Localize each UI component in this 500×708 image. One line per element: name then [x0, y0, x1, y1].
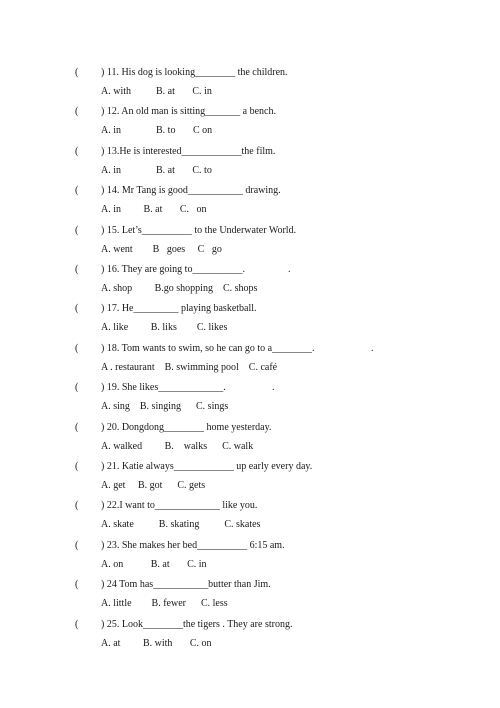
answer-bracket: ( — [75, 264, 79, 275]
answer-options: A. with B. at C. in — [101, 86, 212, 97]
answer-options: A. like B. liks C. likes — [101, 322, 228, 334]
answer-bracket: ( — [75, 461, 79, 472]
answer-bracket: ( — [75, 618, 79, 630]
question-text: ) 23. She makes her bed__________ 6:15 am. — [101, 539, 285, 551]
question-text: ) 25. Look________the tigers . They are strong. — [101, 618, 293, 630]
question-stem — [75, 104, 276, 120]
answer-bracket: ( — [75, 342, 79, 354]
question-24 — [0, 577, 500, 617]
question-text: ) 12. An old man is sitting_______ a bench. — [101, 106, 276, 118]
answer-bracket: ( — [75, 382, 79, 394]
question-stem — [75, 223, 296, 239]
question-text: ) 17. He_________ playing basketball. — [101, 303, 257, 315]
question-19 — [0, 380, 500, 420]
question-text: ) 14. Mr Tang is good___________ drawing. — [101, 185, 281, 197]
answer-bracket: ( — [75, 185, 79, 197]
answer-options: A. in B. at C. on — [101, 204, 207, 216]
answer-options: A. walked B. walks C. walk — [101, 440, 254, 452]
question-stem — [75, 301, 257, 317]
stray-dot: . — [288, 264, 291, 275]
question-stem — [75, 577, 271, 593]
answer-options: A. at B. with C. on — [101, 637, 212, 649]
question-text: ) 16. They are going to__________. — [101, 264, 245, 275]
answer-bracket: ( — [75, 539, 79, 551]
question-stem — [75, 538, 285, 554]
answer-bracket: ( — [75, 145, 79, 157]
question-17 — [0, 301, 500, 341]
question-stem — [75, 341, 315, 357]
question-11 — [0, 65, 500, 105]
question-stem — [75, 65, 288, 81]
question-21 — [0, 459, 500, 499]
question-25 — [0, 617, 500, 657]
stray-dot: . — [371, 342, 374, 354]
question-stem — [75, 262, 245, 278]
answer-options: A. little B. fewer C. less — [101, 598, 228, 610]
question-16 — [0, 262, 500, 302]
stray-dot: . — [272, 382, 275, 394]
question-20 — [0, 420, 500, 460]
answer-options: A. in B. to C on — [101, 125, 213, 137]
answer-options: A. on B. at C. in — [101, 558, 207, 570]
question-text: ) 18. Tom wants to swim, so he can go to a________. — [101, 342, 315, 354]
question-stem — [75, 420, 271, 436]
question-text: ) 22.I want to_____________ like you. — [101, 500, 258, 512]
question-13 — [0, 144, 500, 184]
question-12 — [0, 104, 500, 144]
answer-bracket: ( — [75, 106, 79, 118]
answer-options: A. get B. got C. gets — [101, 480, 206, 491]
question-stem — [75, 617, 292, 633]
answer-options: A. in B. at C. to — [101, 164, 212, 176]
answer-bracket: ( — [75, 67, 79, 78]
answer-bracket: ( — [75, 224, 79, 236]
question-stem — [75, 183, 281, 199]
answer-bracket: ( — [75, 303, 79, 315]
answer-options: A. went B goes C go — [101, 243, 222, 255]
question-text: ) 20. Dongdong________ home yesterday. — [101, 421, 272, 433]
answer-options: A. sing B. singing C. sings — [101, 401, 229, 413]
question-22 — [0, 498, 500, 538]
question-text: ) 19. She likes_____________. — [101, 382, 226, 394]
question-stem — [75, 498, 257, 514]
answer-bracket: ( — [75, 421, 79, 433]
question-stem — [75, 380, 226, 396]
answer-options: A. skate B. skating C. skates — [101, 519, 261, 531]
question-18 — [0, 341, 500, 381]
question-text: ) 15. Let’s__________ to the Underwater World. — [101, 224, 297, 236]
question-23 — [0, 538, 500, 578]
question-text: ) 13.He is interested____________the film. — [101, 145, 276, 157]
question-15 — [0, 223, 500, 263]
question-text: ) 21. Katie always____________ up early every day. — [101, 461, 313, 472]
question-stem — [75, 144, 275, 160]
question-stem — [75, 459, 312, 475]
question-text: ) 11. His dog is looking________ the children. — [101, 67, 288, 78]
question-14 — [0, 183, 500, 223]
answer-options: A. shop B.go shopping C. shops — [101, 283, 258, 294]
answer-options: A . restaurant B. swimming pool C. café — [101, 361, 278, 373]
answer-bracket: ( — [75, 500, 79, 512]
question-text: ) 24 Tom has___________butter than Jim. — [101, 579, 271, 591]
answer-bracket: ( — [75, 579, 79, 591]
